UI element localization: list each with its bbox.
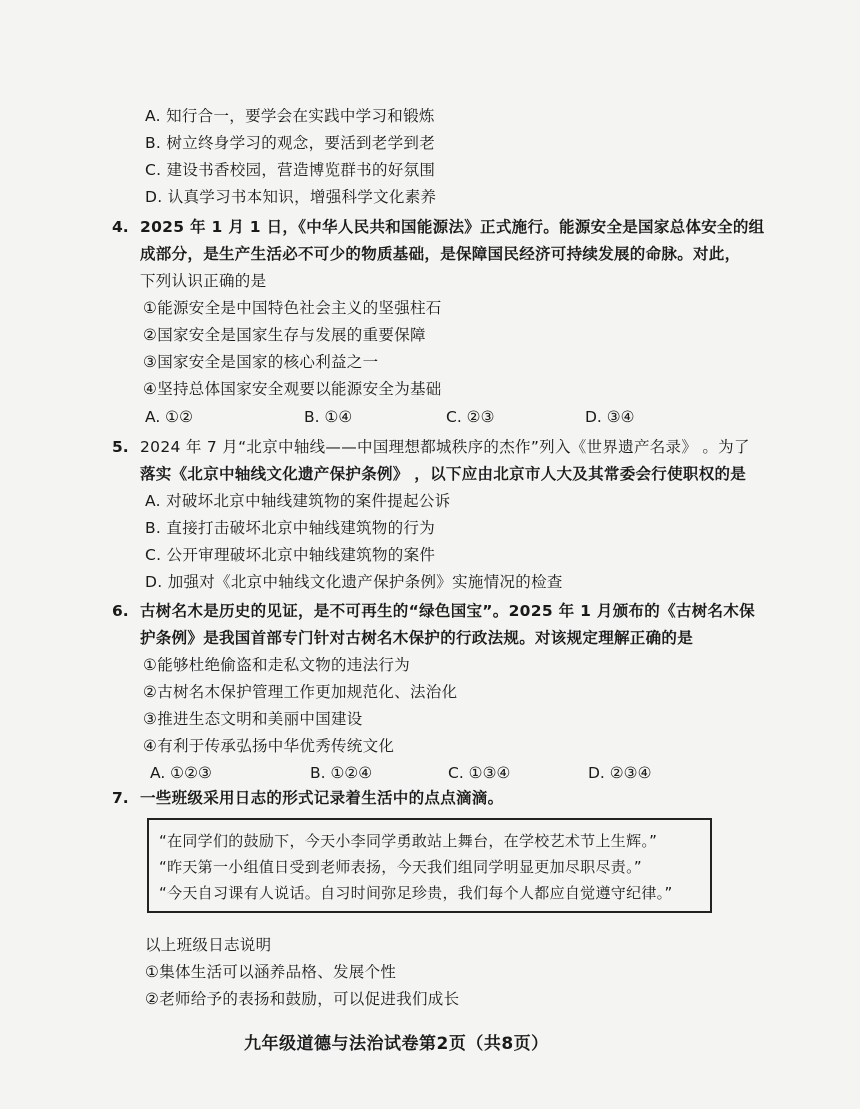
q7-stem: 一些班级采用日志的形式记录着生活中的点点滴滴。: [140, 789, 504, 807]
q4-stem-line1: 2025 年 1 月 1 日，《中华人民共和国能源法》正式施行。能源安全是国家总体安全的组: [140, 218, 765, 236]
q4-choice-b: B. ①④: [304, 408, 353, 426]
q6-choices: [0, 763, 860, 785]
q4-number: 4.: [112, 218, 129, 236]
log-entry-3: “今天自习课有人说话。自习时间弥足珍贵，我们每个人都应自觉遵守纪律。”: [159, 884, 673, 902]
q6-stem-line2: 护条例》是我国首部专门针对古树名木保护的行政法规。对该规定理解正确的是: [140, 629, 694, 647]
q6-choice-d: D. ②③④: [588, 764, 652, 782]
page-footer: 九年级道德与法治试卷第2页（共8页）: [244, 1034, 549, 1054]
q7-number: 7.: [112, 789, 129, 807]
log-entry-2: “昨天第一小组值日受到老师表扬，今天我们组同学明显更加尽职尽责。”: [159, 858, 642, 876]
q6-choice-c: C. ①③④: [448, 764, 511, 782]
q6-choice-a: A. ①②③: [150, 764, 212, 782]
q5-stem-line1: 2024 年 7 月“北京中轴线——中国理想都城秩序的杰作”列入《世界遗产名录》 。为了: [140, 438, 750, 456]
q4-choice-d: D. ③④: [585, 408, 635, 426]
q6-statement-2: ②古树名木保护管理工作更加规范化、法治化: [143, 683, 458, 701]
q3-option-b: B. 树立终身学习的观念，要活到老学到老: [145, 134, 435, 152]
q4-choice-a: A. ①②: [145, 408, 193, 426]
q4-statement-4: ④坚持总体国家安全观要以能源安全为基础: [143, 380, 442, 398]
q3-option-a: A. 知行合一，要学会在实践中学习和锻炼: [145, 107, 435, 125]
q6-choice-b: B. ①②④: [310, 764, 373, 782]
q5-number: 5.: [112, 438, 129, 456]
q3-option-d: D. 认真学习书本知识，增强科学文化素养: [145, 188, 437, 206]
q5-option-a: A. 对破坏北京中轴线建筑物的案件提起公诉: [145, 492, 451, 510]
q7-statement-2: ②老师给予的表扬和鼓励，可以促进我们成长: [145, 990, 460, 1008]
q7-statement-1: ①集体生活可以涵养品格、发展个性: [145, 963, 397, 981]
q4-choices: [0, 407, 860, 429]
q4-choice-c: C. ②③: [446, 408, 495, 426]
q6-number: 6.: [112, 602, 129, 620]
q6-statement-3: ③推进生态文明和美丽中国建设: [143, 710, 363, 728]
q3-option-c: C. 建设书香校园，营造博览群书的好氛围: [145, 161, 436, 179]
q5-option-c: C. 公开审理破坏北京中轴线建筑物的案件: [145, 546, 436, 564]
q4-statement-3: ③国家安全是国家的核心利益之一: [143, 353, 379, 371]
q5-option-d: D. 加强对《北京中轴线文化遗产保护条例》实施情况的检查: [145, 573, 563, 591]
q4-statement-1: ①能源安全是中国特色社会主义的坚强柱石: [143, 299, 442, 317]
q6-statement-4: ④有利于传承弘扬中华优秀传统文化: [143, 737, 395, 755]
q4-statement-2: ②国家安全是国家生存与发展的重要保障: [143, 326, 426, 344]
q7-prompt: 以上班级日志说明: [145, 936, 272, 954]
q4-stem-line2: 成部分，是生产生活必不可少的物质基础，是保障国民经济可持续发展的命脉。对此，: [140, 245, 741, 263]
q5-option-b: B. 直接打击破坏北京中轴线建筑物的行为: [145, 519, 435, 537]
q6-statement-1: ①能够杜绝偷盗和走私文物的违法行为: [143, 656, 410, 674]
log-entry-1: “在同学们的鼓励下，今天小李同学勇敢站上舞台，在学校艺术节上生辉。”: [159, 832, 658, 850]
q6-stem-line1: 古树名木是历史的见证，是不可再生的“绿色国宝”。2025 年 1 月颁布的《古树名木保: [140, 602, 755, 620]
q4-stem-line3: 下列认识正确的是: [140, 272, 267, 290]
q5-stem-line2: 落实《北京中轴线文化遗产保护条例》 ，以下应由北京市人大及其常委会行使职权的是: [140, 465, 747, 483]
class-log-box: [147, 818, 712, 913]
